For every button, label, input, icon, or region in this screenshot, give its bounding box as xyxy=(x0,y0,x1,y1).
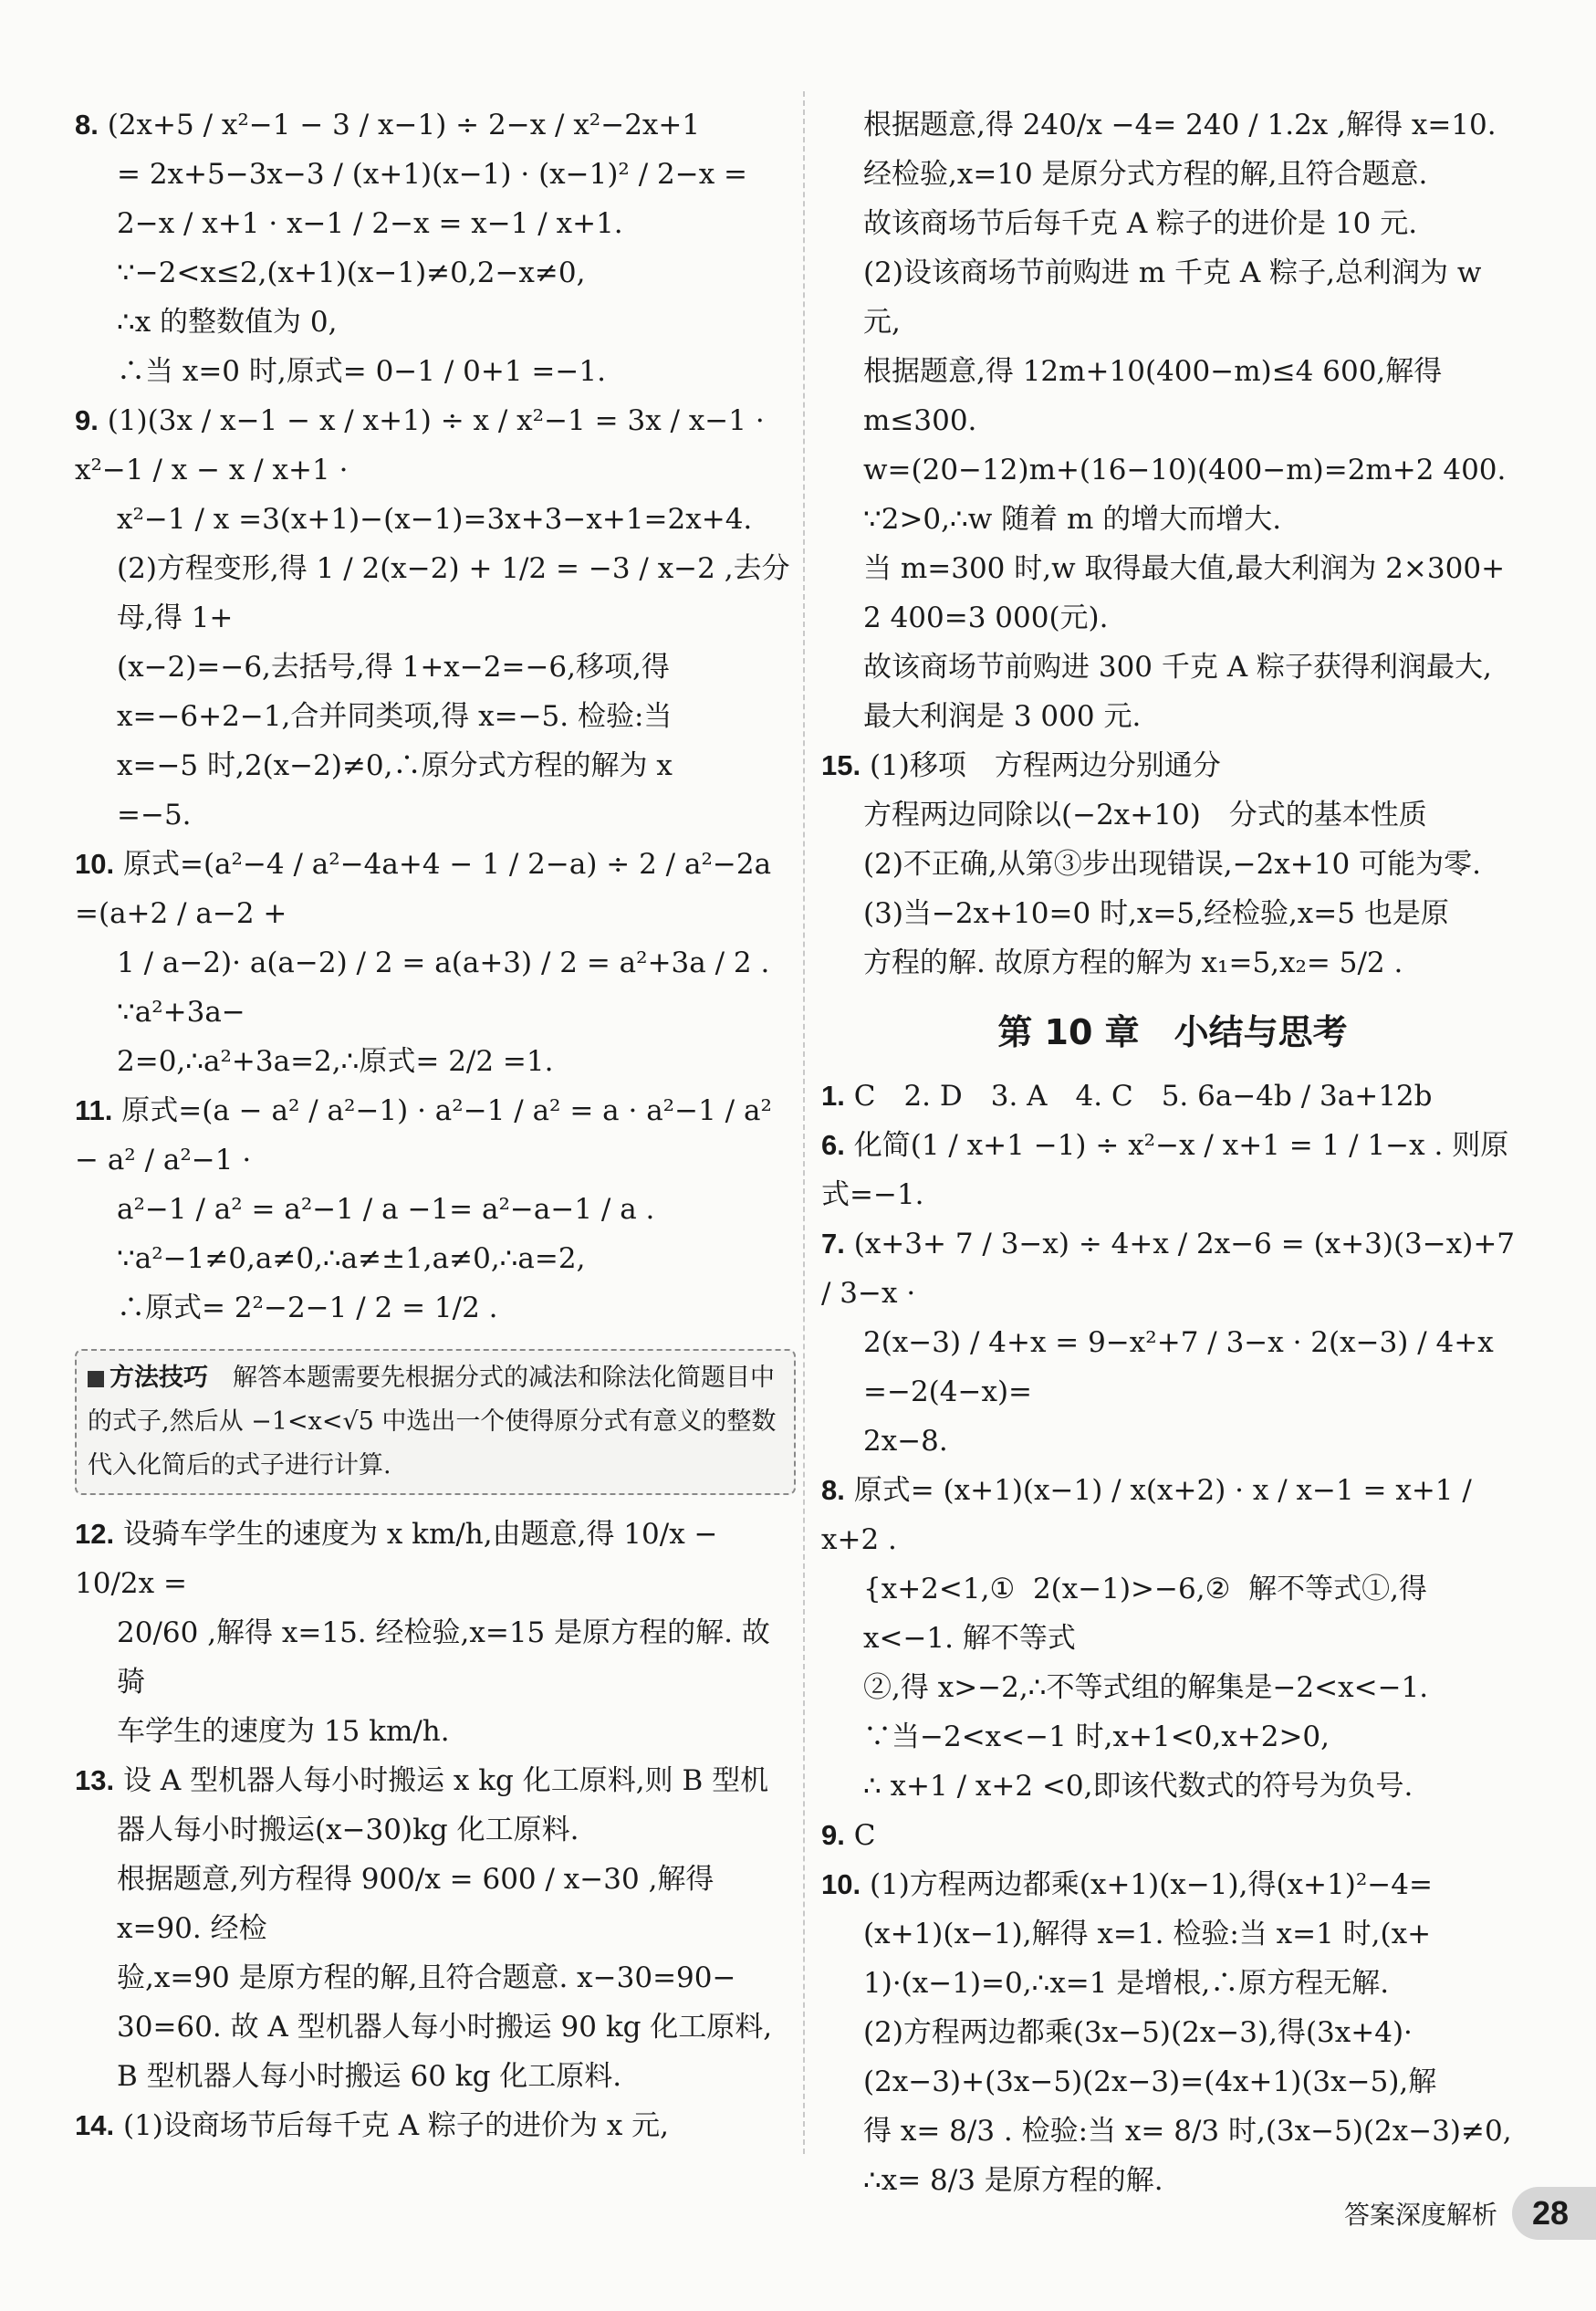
answer-text: (2x+5 / x²−1 − 3 / x−1) ÷ 2−x / x²−2x+1 xyxy=(107,109,701,141)
answer-text: 车学生的速度为 15 km/h. xyxy=(117,1715,450,1748)
answer-line xyxy=(821,347,1524,445)
answer-line xyxy=(821,741,1524,790)
answer-line xyxy=(821,2057,1524,2107)
answer-text: 30=60. 故 A 型机器人每小时搬运 90 kg 化工原料, xyxy=(117,2011,773,2044)
column-divider xyxy=(803,91,805,2154)
answer-text: ∴当 x=0 时,原式= 0−1 / 0+1 =−1. xyxy=(117,355,606,388)
question-number: 13. xyxy=(75,1764,115,1796)
answer-line xyxy=(821,150,1524,199)
answer-text: x=−5 时,2(x−2)≠0,∴原分式方程的解为 x xyxy=(117,749,673,782)
answer-text: 原式=(a²−4 / a²−4a+4 − 1 / 2−a) ÷ 2 / a²−2a =(a+2 / a−2 + xyxy=(75,848,780,930)
answer-line xyxy=(821,1318,1524,1417)
answer-line xyxy=(75,643,796,692)
answer-text: (2)方程两边都乘(3x−5)(2x−3),得(3x+4)· xyxy=(863,2016,1413,2049)
answer-line xyxy=(75,1510,796,1608)
answer-text: 2x−8. xyxy=(863,1425,948,1458)
answer-text: (x+3+ 7 / 3−x) ÷ 4+x / 2x−6 = (x+3)(3−x)+7 / 3−x · xyxy=(821,1228,1524,1310)
answer-text: ∴x= 8/3 是原方程的解. xyxy=(863,2164,1163,2197)
answer-text: (2)设该商场节前购进 m 千克 A 粽子,总利润为 w 元, xyxy=(863,256,1491,339)
answer-line xyxy=(75,1185,796,1234)
answer-text: 化简(1 / x+1 −1) ÷ x²−x / x+1 = 1 / 1−x . 则原式=−1. xyxy=(821,1129,1509,1211)
answer-line xyxy=(75,1037,796,1086)
answer-line xyxy=(75,1283,796,1333)
answer-text: x²−1 / x =3(x+1)−(x−1)=3x+3−x+1=2x+4. xyxy=(117,503,753,536)
question-number: 10. xyxy=(75,848,115,880)
question-number: 9. xyxy=(75,404,99,436)
answer-text: w=(20−12)m+(16−10)(400−m)=2m+2 400. xyxy=(863,454,1507,486)
answer-text: (3)当−2x+10=0 时,x=5,经检验,x=5 也是原 xyxy=(863,897,1449,930)
answer-line xyxy=(75,298,796,347)
page-number: 28 xyxy=(1512,2187,1596,2240)
answer-line xyxy=(75,1953,796,2003)
answer-line xyxy=(75,1805,796,1855)
answer-text: 原式=(a − a² / a²−1) · a²−1 / a² = a · a²−1 / a² − a² / a²−1 · xyxy=(75,1094,781,1176)
answer-line xyxy=(821,938,1524,988)
answer-text: 方程的解. 故原方程的解为 x₁=5,x₂= 5/2 . xyxy=(863,946,1403,979)
question-number: 10. xyxy=(821,1868,861,1900)
answer-text: B 型机器人每小时搬运 60 kg 化工原料. xyxy=(117,2060,622,2093)
answer-line xyxy=(75,2003,796,2052)
answer-text: 2 400=3 000(元). xyxy=(863,601,1109,634)
answer-line xyxy=(821,643,1524,692)
answer-line xyxy=(821,1417,1524,1466)
answer-line xyxy=(821,692,1524,741)
question-number: 15. xyxy=(821,749,861,781)
answer-text: (2x−3)+(3x−5)(2x−3)=(4x+1)(3x−5),解 xyxy=(863,2065,1437,2098)
question-number: 9. xyxy=(821,1819,845,1851)
answer-line xyxy=(75,1855,796,1953)
answer-line xyxy=(821,1072,1524,1121)
answer-text: ②,得 x>−2,∴不等式组的解集是−2<x<−1. xyxy=(863,1671,1429,1704)
answer-line xyxy=(75,1608,796,1707)
method-tip-box xyxy=(75,1349,796,1495)
answer-text: 当 m=300 时,w 取得最大值,最大利润为 2×300+ xyxy=(863,552,1506,585)
answer-line xyxy=(821,445,1524,495)
question-number: 11. xyxy=(75,1094,113,1126)
answer-text: C xyxy=(853,1819,876,1852)
chapter-heading: 第 10 章 小结与思考 xyxy=(997,1012,1348,1052)
answer-text: 最大利润是 3 000 元. xyxy=(863,700,1142,733)
answer-text: C 2. D 3. A 4. C 5. 6a−4b / 3a+12b xyxy=(853,1080,1433,1113)
tip-text: 解答本题需要先根据分式的减法和除法化简题目中的式子,然后从 −1<x<√5 中选出一个使得原分式有意义的整数代入化简后的式子进行计算. xyxy=(88,1364,777,1480)
answer-line xyxy=(821,1959,1524,2008)
answer-text: (1)移项 方程两边分别通分 xyxy=(869,749,1221,782)
answer-line xyxy=(821,1663,1524,1712)
page-footer xyxy=(1344,2184,1596,2243)
answer-text: 根据题意,列方程得 900/x = 600 / x−30 ,解得 x=90. 经检 xyxy=(117,1863,724,1945)
answer-line xyxy=(75,100,796,150)
answer-line xyxy=(821,495,1524,544)
answer-line xyxy=(821,199,1524,248)
answer-text: ∵−2<x≤2,(x+1)(x−1)≠0,2−x≠0, xyxy=(117,256,586,289)
answer-line xyxy=(821,100,1524,150)
answer-text: ∴x 的整数值为 0, xyxy=(117,306,338,339)
answer-text: x=−6+2−1,合并同类项,得 x=−5. 检验:当 xyxy=(117,700,673,733)
answer-line xyxy=(821,544,1524,593)
answer-line xyxy=(75,1234,796,1283)
answer-line xyxy=(75,2101,796,2150)
question-number: 8. xyxy=(821,1474,845,1506)
answer-text: {x+2<1,① 2(x−1)>−6,② 解不等式①,得 x<−1. 解不等式 xyxy=(863,1573,1436,1655)
answer-text: 设骑车学生的速度为 x km/h,由题意,得 10/x − 10/2x = xyxy=(75,1518,727,1600)
answer-text: 方程两边同除以(−2x+10) 分式的基本性质 xyxy=(863,799,1427,831)
answer-text: ∵2>0,∴w 随着 m 的增大而增大. xyxy=(863,503,1282,536)
answer-text: a²−1 / a² = a²−1 / a −1= a²−a−1 / a . xyxy=(117,1193,655,1226)
answer-text: (2)方程变形,得 1 / 2(x−2) + 1/2 = −3 / x−2 ,去分母,得 1+ xyxy=(117,552,790,634)
question-number: 12. xyxy=(75,1518,115,1550)
answer-line xyxy=(821,1564,1524,1663)
answer-text: ∴ x+1 / x+2 <0,即该代数式的符号为负号. xyxy=(863,1770,1413,1803)
answer-line xyxy=(821,2008,1524,2057)
answer-line xyxy=(821,1219,1524,1318)
question-number: 6. xyxy=(821,1129,845,1161)
answer-text: (x+1)(x−1),解得 x=1. 检验:当 x=1 时,(x+ xyxy=(863,1918,1432,1950)
answer-line xyxy=(821,1121,1524,1219)
answer-text: 得 x= 8/3 . 检验:当 x= 8/3 时,(3x−5)(2x−3)≠0, xyxy=(863,2115,1512,2148)
answer-text: (x−2)=−6,去括号,得 1+x−2=−6,移项,得 xyxy=(117,651,670,684)
answer-text: 器人每小时搬运(x−30)kg 化工原料. xyxy=(117,1814,579,1846)
answer-line xyxy=(75,790,796,840)
answer-line xyxy=(75,1086,796,1185)
answer-text: 1)·(x−1)=0,∴x=1 是增根,∴原方程无解. xyxy=(863,1967,1390,2000)
answer-line xyxy=(75,495,796,544)
answer-text: =−5. xyxy=(117,799,192,831)
answer-line xyxy=(75,2052,796,2101)
answer-line xyxy=(75,150,796,248)
answer-text: 2=0,∴a²+3a=2,∴原式= 2/2 =1. xyxy=(117,1045,554,1078)
answer-text: (1)方程两边都乘(x+1)(x−1),得(x+1)²−4= xyxy=(869,1868,1433,1901)
answer-line xyxy=(75,396,796,495)
answer-text: 验,x=90 是原方程的解,且符合题意. x−30=90− xyxy=(117,1961,736,1994)
answer-line xyxy=(821,889,1524,938)
answer-line xyxy=(821,1909,1524,1959)
answer-line xyxy=(75,1756,796,1805)
answer-line xyxy=(75,692,796,741)
answer-text: ∴原式= 2²−2−1 / 2 = 1/2 . xyxy=(117,1291,498,1324)
answer-line xyxy=(821,593,1524,643)
answer-text: 故该商场节前购进 300 千克 A 粽子获得利润最大, xyxy=(863,651,1492,684)
question-number: 8. xyxy=(75,109,99,141)
answer-text: 故该商场节后每千克 A 粽子的进价是 10 元. xyxy=(863,207,1418,240)
answer-text: 根据题意,得 240/x −4= 240 / 1.2x ,解得 x=10. xyxy=(863,109,1497,141)
answer-line xyxy=(821,1860,1524,1909)
answer-line xyxy=(75,1707,796,1756)
answer-line xyxy=(821,2107,1524,2156)
answer-line xyxy=(75,347,796,396)
footer-title: 答案深度解析 xyxy=(1343,2200,1497,2230)
answer-text: 设 A 型机器人每小时搬运 x kg 化工原料,则 B 型机 xyxy=(122,1764,769,1797)
answer-line xyxy=(75,741,796,790)
answer-text: (1)(3x / x−1 − x / x+1) ÷ x / x²−1 = 3x / x−1 · x²−1 / x − x / x+1 · xyxy=(75,404,774,486)
answer-text: = 2x+5−3x−3 / (x+1)(x−1) · (x−1)² / 2−x = 2−x / x+1 · x−1 / 2−x = x−1 / x+1. xyxy=(117,158,756,240)
answer-line xyxy=(75,840,796,938)
answer-line xyxy=(821,1811,1524,1860)
answer-line xyxy=(75,248,796,298)
question-number: 14. xyxy=(75,2109,115,2141)
answer-line xyxy=(821,840,1524,889)
answer-line xyxy=(75,544,796,643)
answer-text: (2)不正确,从第③步出现错误,−2x+10 可能为零. xyxy=(863,848,1481,881)
answer-line xyxy=(821,790,1524,840)
answer-line xyxy=(821,1466,1524,1564)
answer-text: (1)设商场节后每千克 A 粽子的进价为 x 元, xyxy=(122,2109,670,2142)
left-column xyxy=(75,100,796,2150)
answer-text: 2(x−3) / 4+x = 9−x²+7 / 3−x · 2(x−3) / 4+x =−2(4−x)= xyxy=(863,1326,1503,1408)
tip-label: 方法技巧 xyxy=(110,1364,208,1392)
answer-line xyxy=(821,248,1524,347)
question-number: 7. xyxy=(821,1228,845,1260)
answer-text: ∵当−2<x<−1 时,x+1<0,x+2>0, xyxy=(863,1720,1330,1753)
answer-text: ∵a²−1≠0,a≠0,∴a≠±1,a≠0,∴a=2, xyxy=(117,1242,586,1275)
answer-line xyxy=(75,938,796,1037)
answer-line xyxy=(821,1712,1524,1762)
right-column xyxy=(821,100,1524,2205)
answer-text: 根据题意,得 12m+10(400−m)≤4 600,解得 m≤300. xyxy=(863,355,1452,437)
question-number: 1. xyxy=(821,1080,845,1112)
tip-square-icon xyxy=(88,1371,104,1387)
answer-text: 经检验,x=10 是原分式方程的解,且符合题意. xyxy=(863,158,1428,191)
answer-text: 20/60 ,解得 x=15. 经检验,x=15 是原方程的解. 故骑 xyxy=(117,1616,770,1699)
answer-text: 1 / a−2)· a(a−2) / 2 = a(a+3) / 2 = a²+3a / 2 . ∵a²+3a− xyxy=(117,946,779,1029)
answer-text: 原式= (x+1)(x−1) / x(x+2) · x / x−1 = x+1 / x+2 . xyxy=(821,1474,1481,1556)
answer-line xyxy=(821,1762,1524,1811)
